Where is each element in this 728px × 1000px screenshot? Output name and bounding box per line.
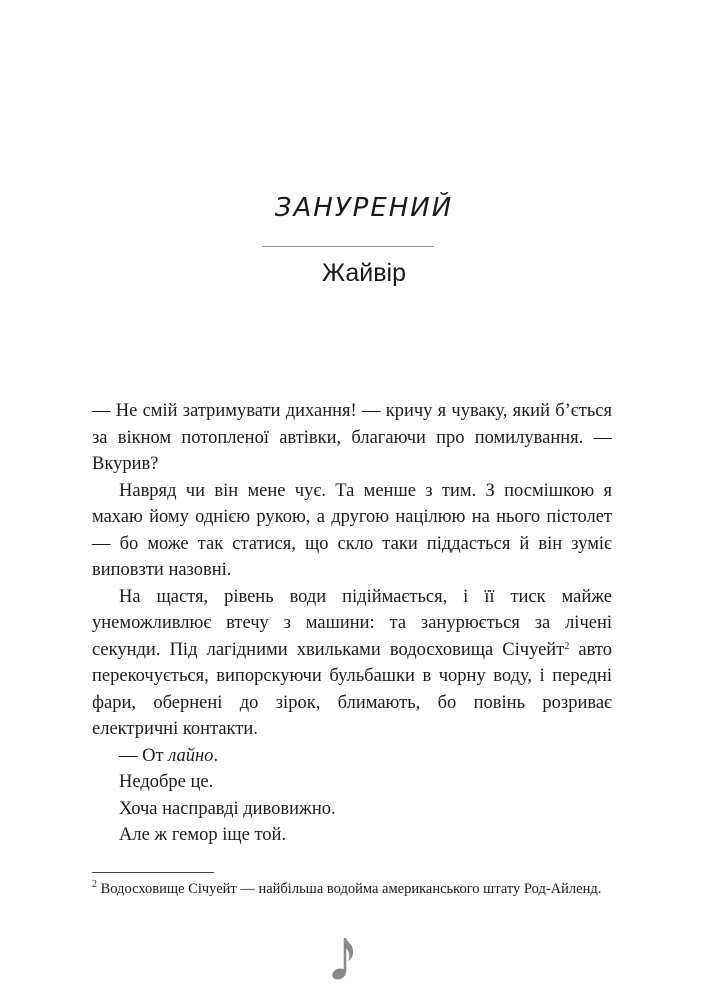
paragraph xyxy=(92,584,612,743)
chapter-title: ЗАНУРЕНИЙ xyxy=(274,193,454,223)
paragraph: Недобре це. xyxy=(119,772,214,792)
emphasis-text: лайно xyxy=(168,745,214,766)
footnote-mark: 2 xyxy=(92,879,97,890)
paragraph xyxy=(92,743,612,770)
paragraph: — Не смій затримувати дихання! — кричу я чуваку, який б’ється за вікном потопленої автівки, благаючи про помилування. — Вкурив? xyxy=(92,401,612,474)
paragraph-text: — От xyxy=(119,745,169,766)
footnote-divider xyxy=(92,872,214,873)
footnote-text: Водосховище Січуейт — найбільша водойма американського штату Род-Айленд. xyxy=(97,881,602,897)
paragraph-text: На щастя, рівень води підіймається, і її тиск майже унеможливлює втечу з машини: та занурюється за лічені секунди. Під лагідними хвильками водосховища Січуейт xyxy=(92,586,612,660)
paragraph: Навряд чи він мене чує. Та менше з тим. З посмішкою я махаю йому однією рукою, а другою націлюю на нього пістолет — бо може так статися, що скло таки піддасться й він зуміє виповзти назовні. xyxy=(92,480,612,580)
footnote-reference: 2 xyxy=(564,640,570,652)
music-note-icon xyxy=(329,934,355,984)
title-divider xyxy=(262,246,434,247)
paragraph: Але ж гемор іще той. xyxy=(119,825,287,845)
footnote xyxy=(92,879,612,900)
paragraph-text: . xyxy=(213,745,219,766)
body-text xyxy=(92,398,612,849)
paragraph: Хоча насправді дивовижно. xyxy=(119,798,336,819)
chapter-narrator: Жайвір xyxy=(322,259,406,287)
paragraph-text: авто перекочується, випорскуючи бульбашки в чорну воду, і передні фари, обернені до зірок, блимають, бо повінь розриває електричні контакти. xyxy=(92,639,613,739)
